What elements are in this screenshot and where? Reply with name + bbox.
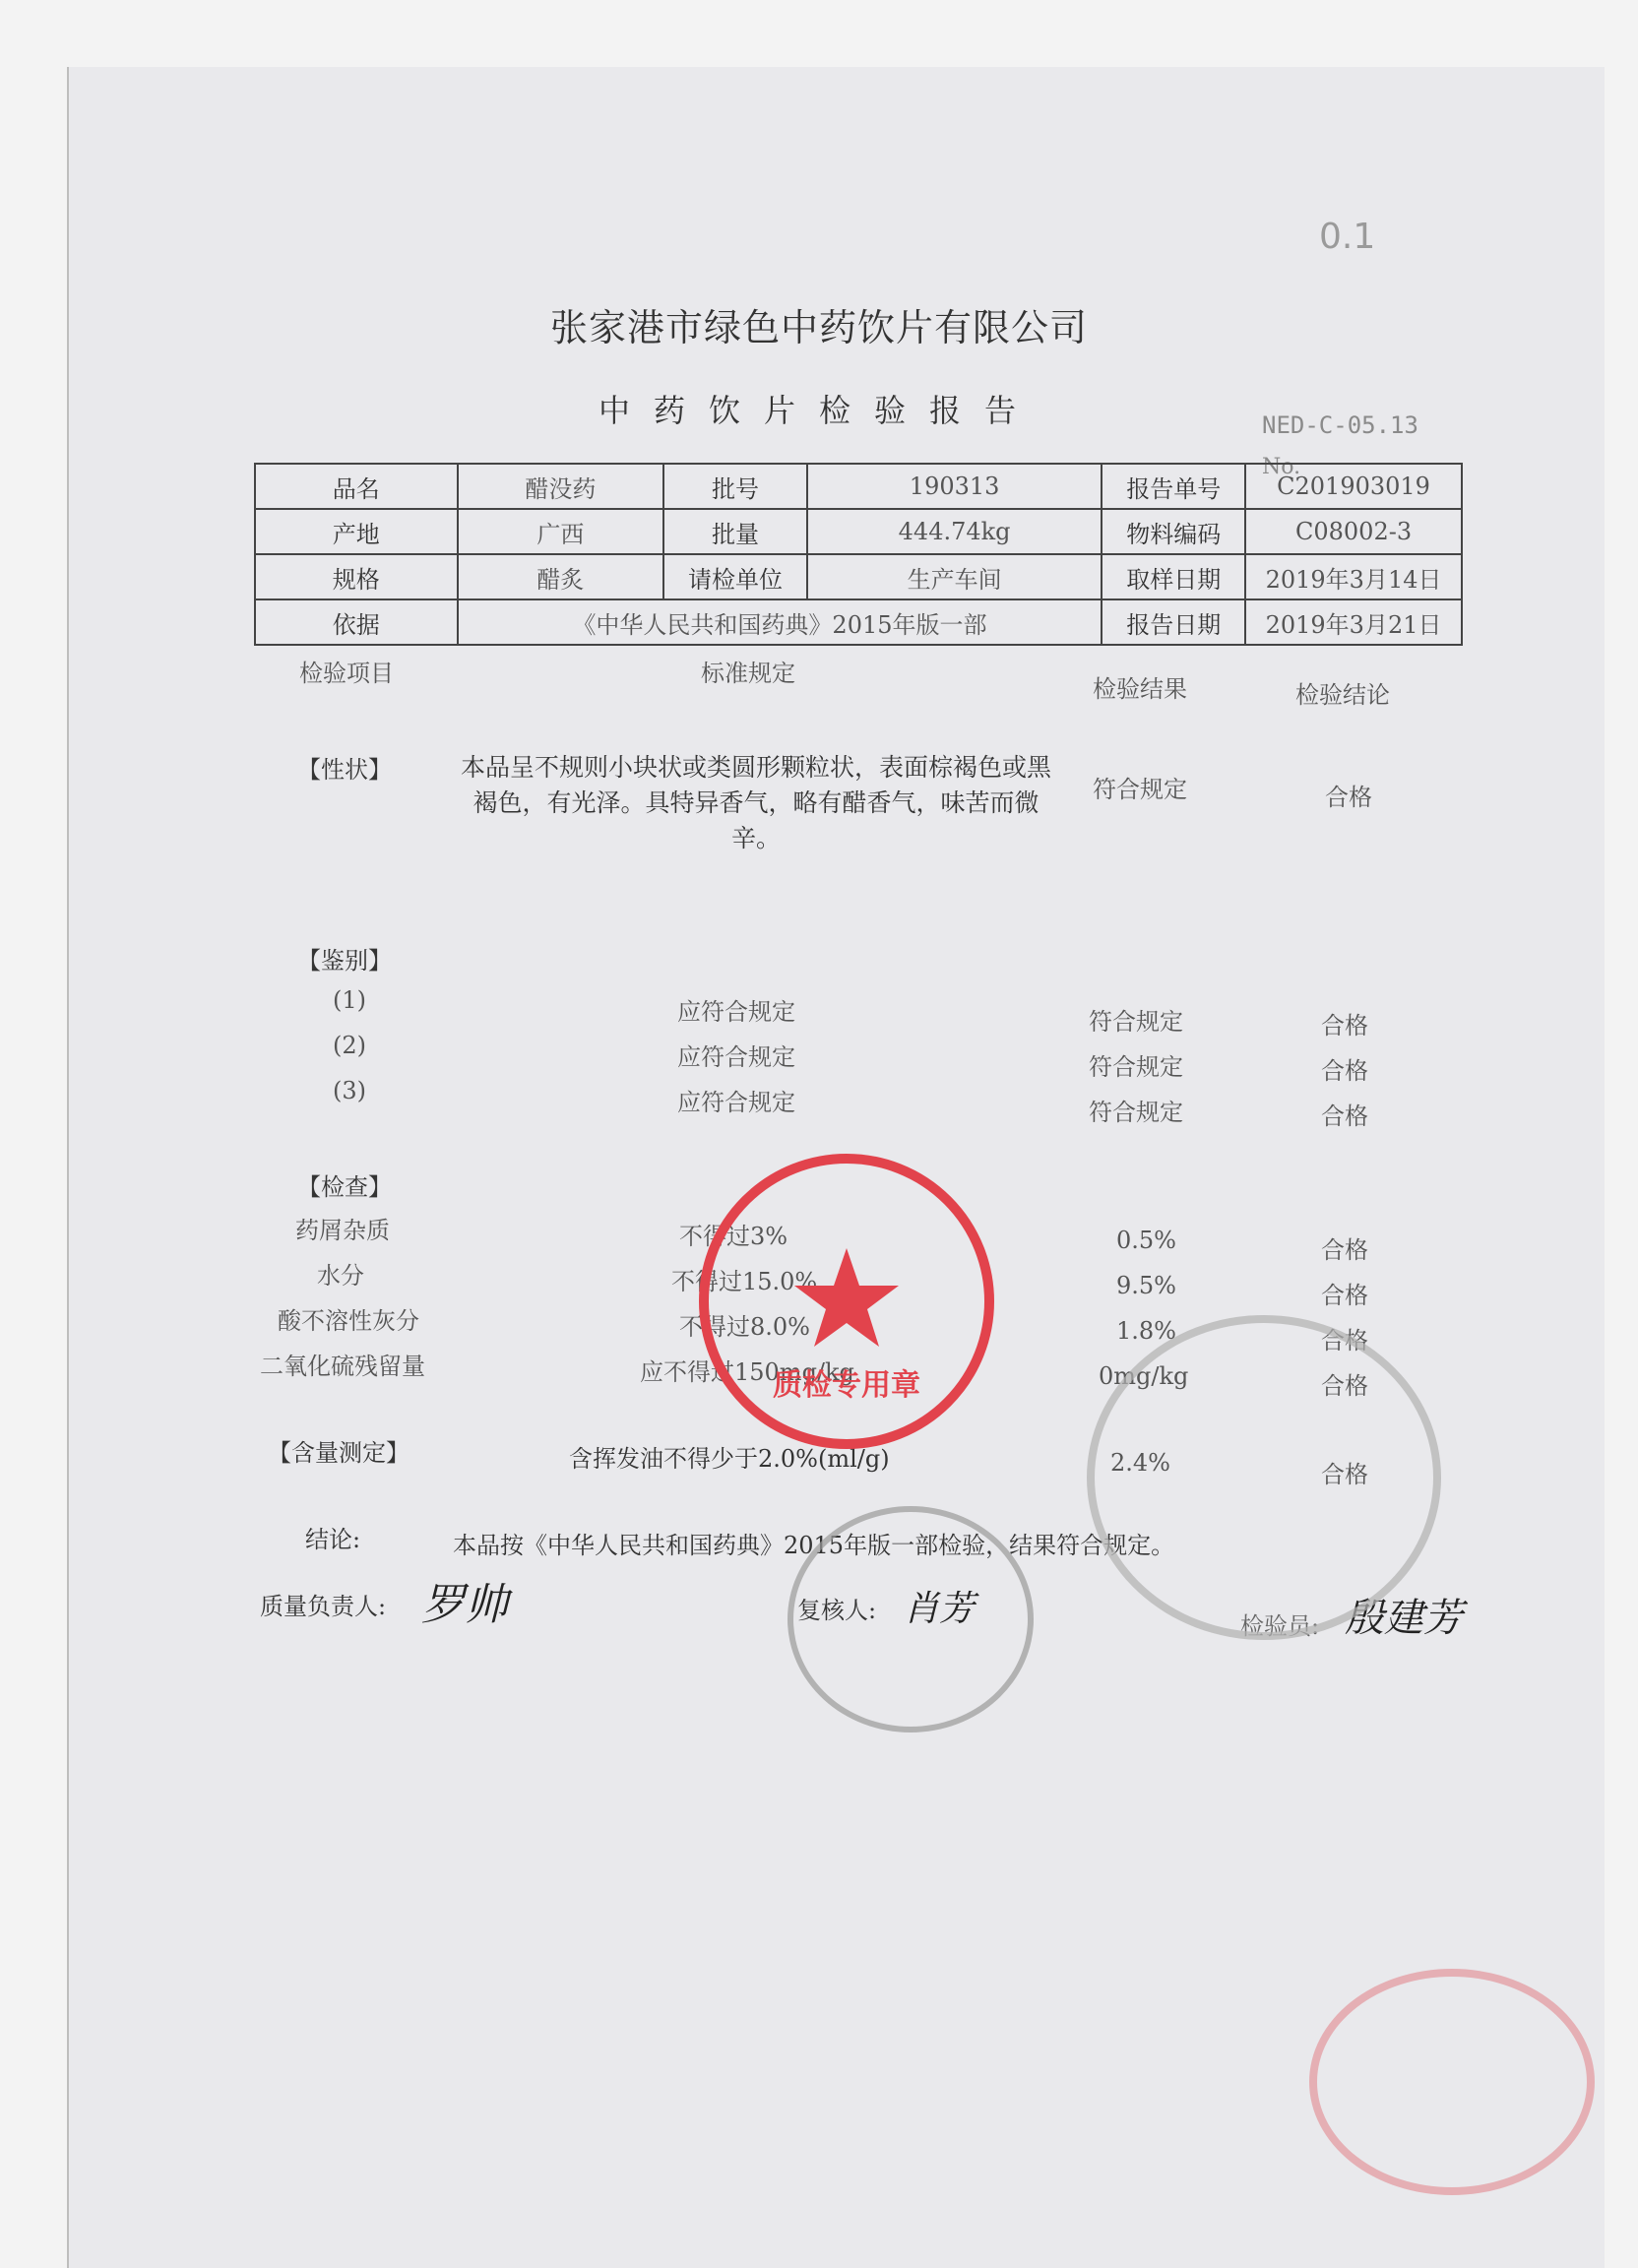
hanliang-standard: 含挥发油不得少于2.0%(ml/g) xyxy=(569,1445,890,1473)
info-label: 依据 xyxy=(255,599,458,645)
jiancha-standard: 不得过15.0% xyxy=(671,1268,818,1295)
jianbie-item: (2) xyxy=(333,1032,366,1059)
section-jianbie: 【鉴别】 xyxy=(297,947,392,975)
xingzhuang-result: 符合规定 xyxy=(1093,776,1187,803)
jiancha-item: 水分 xyxy=(317,1262,364,1290)
jianbie-item: (3) xyxy=(333,1077,366,1104)
quality-manager-label: 质量负责人: xyxy=(260,1593,387,1620)
star-icon xyxy=(794,1248,899,1347)
jiancha-standard: 不得过3% xyxy=(679,1223,788,1250)
jianbie-item: (1) xyxy=(333,986,366,1014)
info-label: 批号 xyxy=(663,464,807,509)
info-value: 2019年3月21日 xyxy=(1245,599,1462,645)
corner-handwritten-mark: 0.1 xyxy=(1319,217,1376,257)
info-label: 报告日期 xyxy=(1102,599,1245,645)
pink-seal-stamp xyxy=(1309,1969,1595,2195)
info-value: C201903019 xyxy=(1245,464,1462,509)
section-xingzhuang: 【性状】 xyxy=(297,756,392,784)
header-standard: 标准规定 xyxy=(701,660,795,687)
info-row-origin xyxy=(255,509,1462,554)
inspector-label: 检验员: xyxy=(1240,1612,1320,1640)
info-value: 《中华人民共和国药典》2015年版一部 xyxy=(458,599,1102,645)
form-code: NED-C-05.13 xyxy=(1262,411,1418,439)
info-label: 规格 xyxy=(255,554,458,599)
conclusion-text: 本品按《中华人民共和国药典》2015年版一部检验，结果符合规定。 xyxy=(453,1532,1175,1559)
info-value: 444.74kg xyxy=(807,509,1102,554)
number-label: No. xyxy=(1262,455,1301,479)
jiancha-item: 酸不溶性灰分 xyxy=(278,1307,419,1335)
info-value: 生产车间 xyxy=(807,554,1102,599)
info-label: 取样日期 xyxy=(1102,554,1245,599)
xingzhuang-standard: 本品呈不规则小块状或类圆形颗粒状，表面棕褐色或黑褐色，有光泽。具特异香气，略有醋香气，味苦而微辛。 xyxy=(460,753,1051,852)
jiancha-conclusion: 合格 xyxy=(1321,1327,1368,1354)
inspector-signature: 殷建芳 xyxy=(1345,1596,1463,1641)
reviewer-signature: 肖芳 xyxy=(904,1589,976,1629)
info-row-spec xyxy=(255,554,1462,599)
quality-manager-signature: 罗帅 xyxy=(421,1580,508,1630)
info-label: 物料编码 xyxy=(1102,509,1245,554)
header-item: 检验项目 xyxy=(299,660,394,687)
grey-seal-stamp-lower xyxy=(788,1506,1034,1732)
info-value: 广西 xyxy=(458,509,664,554)
seal-text: 质检专用章 xyxy=(773,1368,920,1403)
hanliang-result: 2.4% xyxy=(1110,1449,1170,1477)
company-name: 张家港市绿色中药饮片有限公司 xyxy=(549,306,1088,349)
info-label: 请检单位 xyxy=(663,554,807,599)
grey-seal-stamp xyxy=(1087,1315,1441,1640)
info-table xyxy=(254,463,1463,646)
info-label: 批量 xyxy=(663,509,807,554)
jianbie-conclusion: 合格 xyxy=(1321,1057,1368,1085)
jiancha-conclusion: 合格 xyxy=(1321,1372,1368,1400)
jianbie-result: 符合规定 xyxy=(1089,1099,1183,1126)
jiancha-standard: 应不得过150mg/kg xyxy=(640,1358,854,1386)
jiancha-item: 二氧化硫残留量 xyxy=(260,1353,425,1380)
hanliang-conclusion: 合格 xyxy=(1321,1461,1368,1488)
info-label: 品名 xyxy=(255,464,458,509)
reviewer-label: 复核人: xyxy=(797,1597,877,1624)
jianbie-result: 符合规定 xyxy=(1089,1008,1183,1036)
info-label: 报告单号 xyxy=(1102,464,1245,509)
jianbie-conclusion: 合格 xyxy=(1321,1012,1368,1040)
header-result: 检验结果 xyxy=(1093,675,1187,703)
jiancha-standard: 不得过8.0% xyxy=(679,1313,810,1341)
red-quality-seal xyxy=(699,1154,994,1449)
info-label: 产地 xyxy=(255,509,458,554)
xingzhuang-conclusion: 合格 xyxy=(1325,784,1372,811)
conclusion-label: 结论: xyxy=(305,1526,361,1553)
info-value: 醋炙 xyxy=(458,554,664,599)
jiancha-conclusion: 合格 xyxy=(1321,1236,1368,1264)
info-row-name xyxy=(255,464,1462,509)
jianbie-conclusion: 合格 xyxy=(1321,1102,1368,1130)
jianbie-standard: 应符合规定 xyxy=(677,1089,795,1116)
jianbie-standard: 应符合规定 xyxy=(677,1043,795,1071)
jiancha-item: 药屑杂质 xyxy=(295,1217,390,1244)
section-jiancha: 【检查】 xyxy=(297,1173,392,1201)
jiancha-result: 9.5% xyxy=(1116,1272,1176,1299)
info-value: 2019年3月14日 xyxy=(1245,554,1462,599)
header-conclusion: 检验结论 xyxy=(1295,681,1390,709)
jiancha-conclusion: 合格 xyxy=(1321,1282,1368,1309)
info-value: 醋没药 xyxy=(458,464,664,509)
jianbie-standard: 应符合规定 xyxy=(677,998,795,1026)
jiancha-result: 1.8% xyxy=(1116,1317,1176,1345)
info-value: C08002-3 xyxy=(1245,509,1462,554)
jianbie-result: 符合规定 xyxy=(1089,1053,1183,1081)
jiancha-result: 0.5% xyxy=(1116,1227,1176,1254)
section-hanliang: 【含量测定】 xyxy=(268,1439,410,1467)
report-title: 中药饮片检验报告 xyxy=(598,392,1040,429)
info-value: 190313 xyxy=(807,464,1102,509)
jiancha-result: 0mg/kg xyxy=(1099,1362,1189,1390)
info-row-basis xyxy=(255,599,1462,645)
